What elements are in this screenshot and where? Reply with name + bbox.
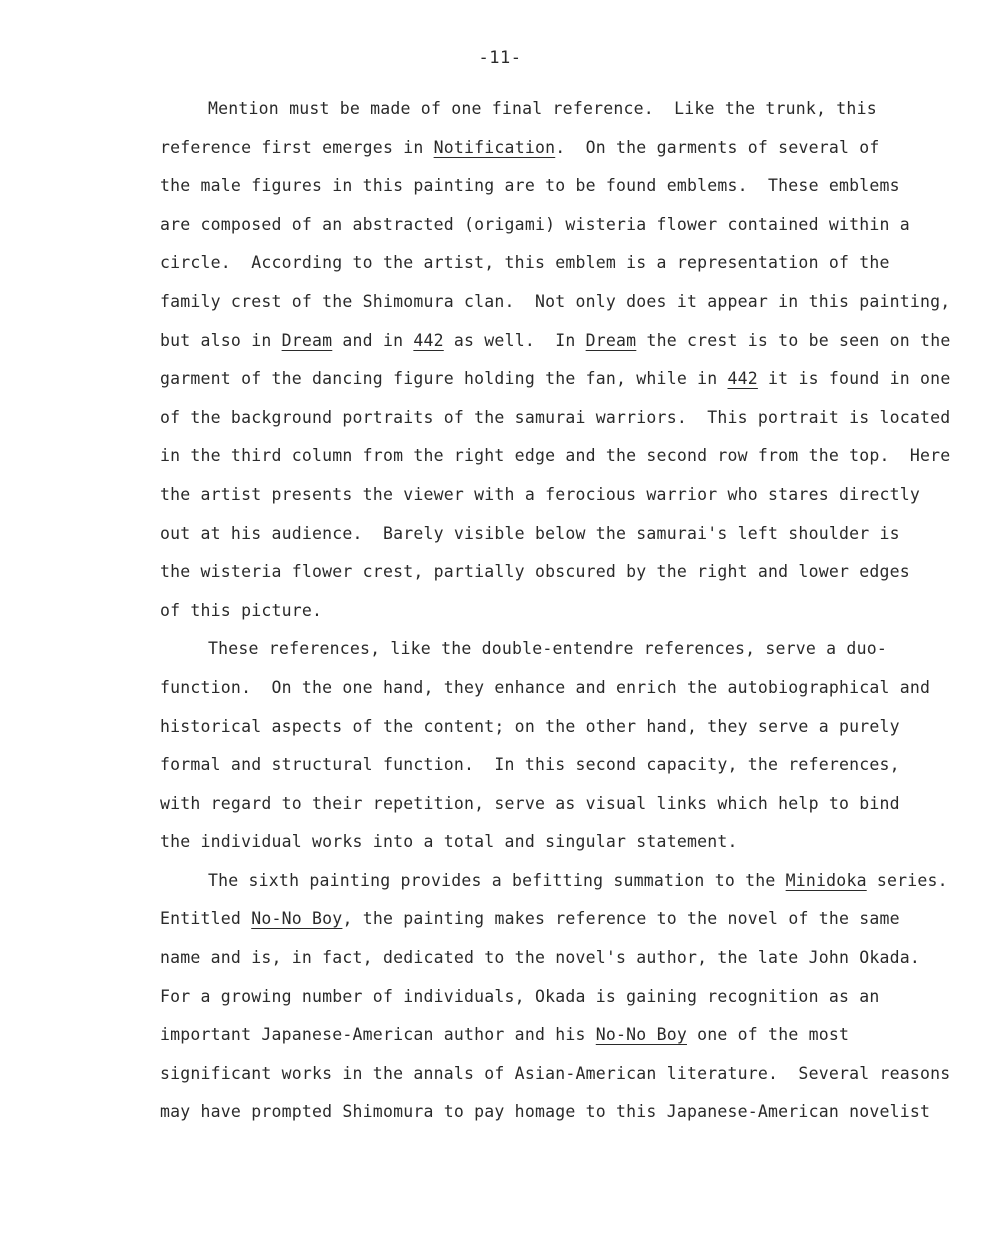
- text-line: [160, 206, 940, 245]
- text-line: [160, 592, 940, 631]
- underlined-title: No-No Boy: [251, 909, 343, 929]
- text-segment: Entitled: [160, 909, 252, 929]
- text-segment: and in: [332, 330, 414, 350]
- text-line: [160, 90, 940, 129]
- text-line: [160, 746, 940, 785]
- text-segment: name and is, in fact, dedicated to the novel's author, the late John Okada.: [160, 948, 921, 968]
- text-segment: reference first emerges in: [160, 137, 434, 157]
- underlined-title: Dream: [281, 330, 333, 350]
- text-line: [160, 515, 940, 554]
- text-line: [160, 1016, 940, 1055]
- text-segment: important Japanese-American author and his: [160, 1025, 596, 1045]
- text-segment: as well. In: [443, 330, 586, 350]
- text-segment: formal and structural function. In this second capacity, the references,: [160, 755, 900, 775]
- text-line: [160, 476, 940, 515]
- text-segment: , the painting makes reference to the novel of the same: [342, 909, 900, 929]
- text-segment: family crest of the Shimomura clan. Not only does it appear in this painting,: [160, 291, 951, 311]
- text-segment: These references, like the double-entendre references, serve a duo-: [208, 639, 887, 659]
- text-segment: but also in: [160, 330, 282, 350]
- text-segment: The sixth painting provides a befitting summation to the: [208, 870, 786, 890]
- text-segment: with regard to their repetition, serve as visual links which help to bind: [160, 793, 900, 813]
- text-segment: significant works in the annals of Asian-American literature. Several reasons: [160, 1063, 951, 1083]
- text-line: [160, 553, 940, 592]
- text-segment: For a growing number of individuals, Okada is gaining recognition as an: [160, 986, 880, 1006]
- text-line: [160, 900, 940, 939]
- text-line: [160, 167, 940, 206]
- text-segment: historical aspects of the content; on the other hand, they serve a purely: [160, 716, 900, 736]
- text-segment: out at his audience. Barely visible below the samurai's left shoulder is: [160, 523, 900, 543]
- underlined-title: Minidoka: [785, 870, 867, 890]
- text-segment: the male figures in this painting are to be found emblems. These emblems: [160, 176, 900, 196]
- text-segment: the individual works into a total and singular statement.: [160, 832, 738, 852]
- text-line: [160, 669, 940, 708]
- text-segment: series.: [866, 870, 948, 890]
- text-line: [160, 244, 940, 283]
- text-segment: of this picture.: [160, 600, 323, 620]
- text-segment: the artist presents the viewer with a ferocious warrior who stares directly: [160, 484, 921, 504]
- text-segment: the wisteria flower crest, partially obscured by the right and lower edges: [160, 562, 910, 582]
- text-segment: function. On the one hand, they enhance and enrich the autobiographical and: [160, 677, 931, 697]
- text-segment: are composed of an abstracted (origami) wisteria flower contained within a: [160, 214, 910, 234]
- text-segment: of the background portraits of the samurai warriors. This portrait is located: [160, 407, 951, 427]
- underlined-title: 442: [727, 369, 758, 389]
- underlined-title: Dream: [585, 330, 637, 350]
- text-line: [160, 823, 940, 862]
- underlined-title: No-No Boy: [595, 1025, 687, 1045]
- text-line: [160, 785, 940, 824]
- text-segment: in the third column from the right edge and the second row from the top. Here: [160, 446, 951, 466]
- text-segment: the crest is to be seen on the: [636, 330, 951, 350]
- text-line: [160, 437, 951, 476]
- text-line: [160, 283, 951, 322]
- text-line: [160, 862, 948, 901]
- text-line: [160, 708, 940, 747]
- text-segment: may have prompted Shimomura to pay homage to this Japanese-American novelist: [160, 1102, 931, 1122]
- text-line: [160, 630, 940, 669]
- page-number: -11-: [478, 48, 522, 68]
- text-line: [160, 399, 951, 438]
- text-segment: Mention must be made of one final reference. Like the trunk, this: [208, 99, 877, 118]
- text-line: [160, 1093, 940, 1132]
- text-line: [160, 129, 940, 168]
- underlined-title: 442: [413, 330, 444, 350]
- body-text: [160, 90, 951, 1132]
- underlined-title: Notification: [433, 137, 556, 157]
- text-segment: circle. According to the artist, this emblem is a representation of the: [160, 253, 890, 273]
- text-segment: one of the most: [686, 1025, 850, 1045]
- text-segment: garment of the dancing figure holding the fan, while in: [160, 369, 728, 389]
- text-line: [160, 1055, 951, 1094]
- text-line: [160, 978, 940, 1017]
- text-line: [160, 939, 940, 978]
- text-segment: . On the garments of several of: [555, 137, 880, 157]
- text-segment: it is found in one: [757, 369, 951, 389]
- text-line: [160, 322, 951, 361]
- text-line: [160, 360, 951, 399]
